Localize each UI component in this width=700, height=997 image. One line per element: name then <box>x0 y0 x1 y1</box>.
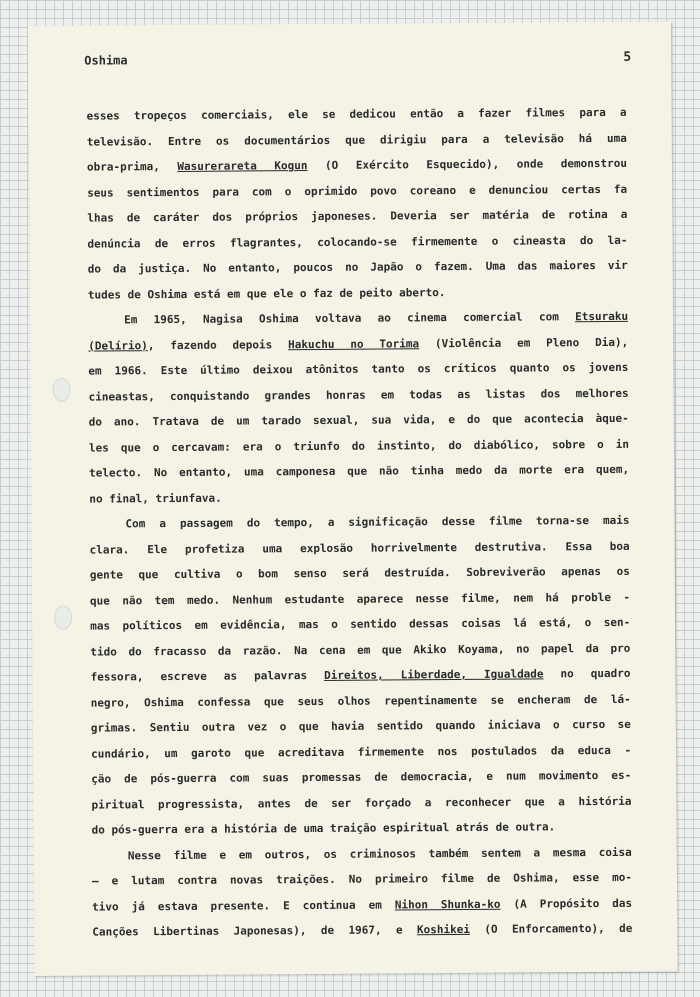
text-segment: les que o cercavam: era o triunfo do instinto, do diabólico, sobre o in <box>88 437 629 455</box>
text-line <box>88 355 628 384</box>
text-line <box>87 202 627 231</box>
text-segment: — e lutam contra novas traições. No primeiro filme de Oshima, esse mo- <box>91 870 633 888</box>
text-line <box>87 176 627 205</box>
punch-hole <box>54 606 72 630</box>
text-segment: telecto. No entanto, uma camponesa que não tinha medo da morte era quem, <box>89 462 630 480</box>
text-line <box>92 890 632 919</box>
text-segment: (O Enforcamento), de <box>469 921 633 936</box>
text-segment: no final, triunfava. <box>89 491 222 506</box>
text-line <box>91 763 631 792</box>
text-line <box>88 329 628 358</box>
text-segment: piritual progressista, antes de ser forçado a reconhecer que a história <box>91 794 632 812</box>
text-line <box>92 865 632 894</box>
page-header <box>84 50 631 74</box>
text-line <box>87 125 627 154</box>
text-line <box>87 151 627 180</box>
text-line <box>89 431 629 460</box>
text-segment: gente que cultiva o bom senso será destruída. Sobreviverão apenas os <box>89 564 630 582</box>
text-line <box>90 635 630 664</box>
body-text <box>87 100 633 945</box>
text-segment: esses tropeços comerciais, ele se dedicou então a fazer filmes para a <box>86 105 627 123</box>
text-segment: mas políticos em evidência, mas o sentido dessas coisas lá está, o sen- <box>90 615 631 633</box>
punch-hole <box>52 378 70 402</box>
text-segment: em 1966. Este último deixou atônitos tanto os críticos quanto os jovens <box>88 360 629 378</box>
text-segment: do ano. Tratava de um tarado sexual, sua vida, e do que acontecia àque- <box>88 411 629 429</box>
text-segment: obra-prima, <box>86 159 178 174</box>
text-line <box>92 814 632 843</box>
text-segment: tido do fracasso da razão. Na cena em que Akiko Koyama, no papel da pro <box>90 641 631 659</box>
text-segment: do pós-guerra era a história de uma traição espiritual atrás de outra. <box>91 820 556 837</box>
text-line <box>89 482 629 511</box>
text-segment: Canções Libertinas Japonesas), de 1967, e <box>92 923 418 939</box>
underlined-title: Koshikei <box>416 922 471 937</box>
text-segment: fessora, escreve as palavras <box>90 668 325 684</box>
text-segment: denúncia de erros flagrantes, colocando-se firmemente o cineasta do la- <box>87 233 628 251</box>
text-line <box>90 559 630 588</box>
text-segment: negro, Oshima confessa que seus olhos repentinamente se encheram de lá- <box>90 692 631 710</box>
text-line <box>88 253 628 282</box>
text-line <box>90 584 630 613</box>
text-segment: , fazendo depois <box>147 337 289 352</box>
underlined-title: Nihon Shunka-ko <box>394 897 501 911</box>
underlined-title: Hakuchu no Torima <box>288 336 420 351</box>
text-line <box>91 712 631 741</box>
text-segment: no quadro <box>543 666 631 681</box>
text-line <box>89 508 629 537</box>
text-line <box>92 916 632 945</box>
text-segment: do da justiça. No entanto, poucos no Japão o fazem. Uma das maiores vir <box>87 258 628 276</box>
text-segment: seus sentimentos para com o oprimido povo coreano e denunciou certas fa <box>87 182 628 200</box>
text-segment: cineastas, conquistando grandes honras em todas as listas dos melhores <box>88 386 629 404</box>
text-segment: Em 1965, Nagisa Oshima voltava ao cinema comercial com <box>124 310 576 327</box>
text-segment: clara. Ele profetiza uma explosão horrivelmente destrutiva. Essa boa <box>89 539 630 557</box>
text-segment: tudes de Oshima está em que ele o faz de peito aberto. <box>87 285 446 302</box>
text-segment: cundário, um garoto que acreditava firmemente nos postulados da educa - <box>91 743 632 761</box>
text-line <box>91 686 631 715</box>
text-segment: (O Exército Esquecido), onde demonstrou <box>307 156 628 173</box>
page-number: 5 <box>623 49 632 65</box>
text-line <box>92 839 632 868</box>
text-segment: ção de pós-guerra com suas promessas de democracia, e num movimento es- <box>91 768 632 786</box>
text-segment: (Violência em Pleno Dia), <box>419 335 629 350</box>
text-line <box>88 304 628 333</box>
running-head: Oshima <box>84 53 128 68</box>
text-segment: Com a passagem do tempo, a significação desse filme torna-se mais <box>125 513 630 531</box>
text-line <box>87 100 627 129</box>
text-segment: Nesse filme e em outros, os criminosos também sentem a mesma coisa <box>127 845 632 862</box>
text-line <box>91 737 631 766</box>
underlined-title: Direitos, Liberdade, Igualdade <box>324 667 544 682</box>
text-line <box>89 380 629 409</box>
text-segment: que não tem medo. Nenhum estudante aparece nesse filme, nem há proble - <box>89 590 631 608</box>
text-line <box>89 457 629 486</box>
typewritten-page <box>28 22 678 976</box>
text-line <box>89 406 629 435</box>
underlined-title: (Delírio) <box>88 338 148 353</box>
text-segment: grimas. Sentiu outra vez o que havia sentido quando iniciava o curso se <box>90 717 631 735</box>
text-segment: lhas de caráter dos próprios japoneses. Deveria ser matéria de rotina a <box>87 207 628 225</box>
text-segment: (A Propósito das <box>500 896 633 911</box>
text-segment: tivo já estava presente. E continua em <box>92 897 395 914</box>
text-line <box>87 227 627 256</box>
text-line <box>90 610 630 639</box>
text-line <box>90 661 630 690</box>
underlined-title: Etsuraku <box>575 309 629 324</box>
text-line <box>90 533 630 562</box>
text-line <box>91 788 631 817</box>
underlined-title: Wasurerareta Kogun <box>177 159 308 173</box>
text-line <box>88 278 628 307</box>
text-segment: televisão. Entre os documentários que dirigiu para a televisão há uma <box>86 131 627 149</box>
